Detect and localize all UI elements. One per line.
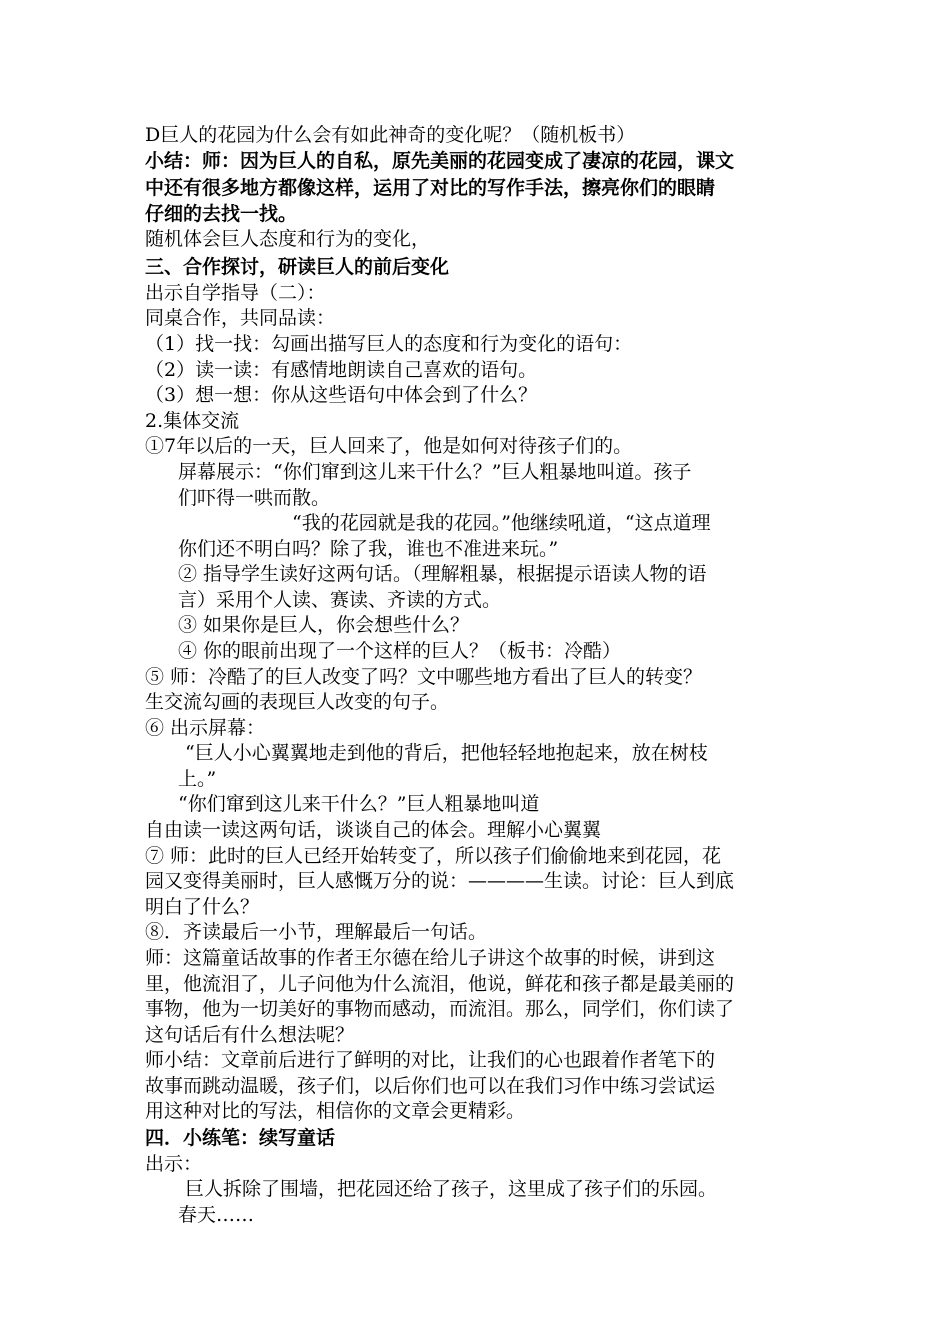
item-7-line-3: 明白了什么？ — [145, 896, 260, 918]
teacher-summary-line-2: 故事而跳动温暖，孩子们，以后你们也可以在我们习作中练习尝试运 — [145, 1075, 716, 1097]
item-6-quote-1a: “巨人小心翼翼地走到他的背后，把他轻轻地抱起来，放在树枝 — [185, 742, 708, 764]
teacher-summary-line-3: 用这种对比的写法，相信你的文章会更精彩。 — [145, 1100, 526, 1122]
garden-quote-line-2: 你们还不明白吗？除了我，谁也不准进来玩。” — [178, 538, 559, 560]
free-reading-line: 自由读一读这两句话，谈谈自己的体会。理解小心翼翼 — [145, 819, 602, 841]
teacher-para-line-3: 事物，他为一切美好的事物而感动，而流泪。那么，同学们，你们读了 — [145, 998, 735, 1020]
continuation-prompt: 巨人拆除了围墙，把花园还给了孩子，这里成了孩子们的乐园。 — [185, 1178, 718, 1200]
experience-line: 随机体会巨人态度和行为的变化， — [145, 228, 431, 250]
item-5: ⑤ 师：冷酷了的巨人改变了吗？文中哪些地方看出了巨人的转变？ — [145, 666, 703, 688]
screen-quote-line-2: 们吓得一哄而散。 — [178, 487, 331, 509]
item-6-quote-1b: 上。” — [178, 768, 217, 790]
teacher-para-line-1: 师：这篇童话故事的作者王尔德在给儿子讲这个故事的时候，讲到这 — [145, 947, 716, 969]
continuation-start: 春天…… — [178, 1204, 255, 1226]
show-label: 出示： — [145, 1153, 203, 1175]
item-1: ①7年以后的一天，巨人回来了，他是如何对待孩子们的。 — [145, 435, 633, 457]
item-2-line-1: ② 指导学生读好这两句话。（理解粗暴，根据提示语读人物的语 — [178, 563, 707, 585]
screen-quote-line-1: 屏幕展示：“你们窜到这儿来干什么？”巨人粗暴地叫道。孩子 — [178, 461, 692, 483]
exchange-heading: 2.集体交流 — [145, 410, 240, 432]
section-heading-3: 三、合作探讨，研读巨人的前后变化 — [145, 256, 450, 278]
section-heading-4: 四．小练笔：续写童话 — [145, 1127, 336, 1149]
teacher-para-line-2: 里，他流泪了，儿子问他为什么流泪，他说，鲜花和孩子都是最美丽的 — [145, 973, 735, 995]
guide-intro: 同桌合作，共同品读： — [145, 307, 336, 329]
garden-quote-line-1: “我的花园就是我的花园。”他继续吼道，“这点道理 — [292, 512, 711, 534]
item-2-line-2: 言）采用个人读、赛读、齐读的方式。 — [178, 589, 502, 611]
item-4: ④ 你的眼前出现了一个这样的巨人？（板书：冷酷） — [178, 640, 622, 662]
summary-line-3: 仔细的去找一找。 — [145, 203, 298, 225]
item-8: ⑧．齐读最后一小节，理解最后一句话。 — [145, 921, 488, 943]
guide-step-2: （2）读一读：有感情地朗读自己喜欢的语句。 — [145, 359, 538, 381]
guide-title: 出示自学指导（二）： — [145, 282, 326, 304]
summary-line-1: 小结：师：因为巨人的自私，原先美丽的花园变成了凄凉的花园，课文 — [145, 150, 735, 172]
guide-step-1: （1）找一找：勾画出描写巨人的态度和行为变化的语句： — [145, 333, 633, 355]
guide-step-3: （3）想一想：你从这些语句中体会到了什么？ — [145, 384, 538, 406]
teacher-para-line-4: 这句话后有什么想法呢？ — [145, 1024, 355, 1046]
question-line: D巨人的花园为什么会有如此神奇的变化呢？（随机板书） — [145, 124, 636, 146]
item-6-quote-2: “你们窜到这儿来干什么？”巨人粗暴地叫道 — [178, 793, 540, 815]
item-6: ⑥ 出示屏幕： — [145, 717, 266, 739]
summary-line-2: 中还有很多地方都像这样，运用了对比的写作手法，擦亮你们的眼睛 — [145, 177, 716, 199]
item-7-line-1: ⑦ 师：此时的巨人已经开始转变了，所以孩子们偷偷地来到花园，花 — [145, 845, 722, 867]
teacher-summary-line-1: 师小结：文章前后进行了鲜明的对比，让我们的心也跟着作者笔下的 — [145, 1049, 716, 1071]
item-5-note: 生交流勾画的表现巨人改变的句子。 — [145, 691, 450, 713]
item-7-line-2: 园又变得美丽时，巨人感慨万分的说：————生读。讨论：巨人到底 — [145, 870, 735, 892]
item-3: ③ 如果你是巨人，你会想些什么？ — [178, 614, 470, 636]
